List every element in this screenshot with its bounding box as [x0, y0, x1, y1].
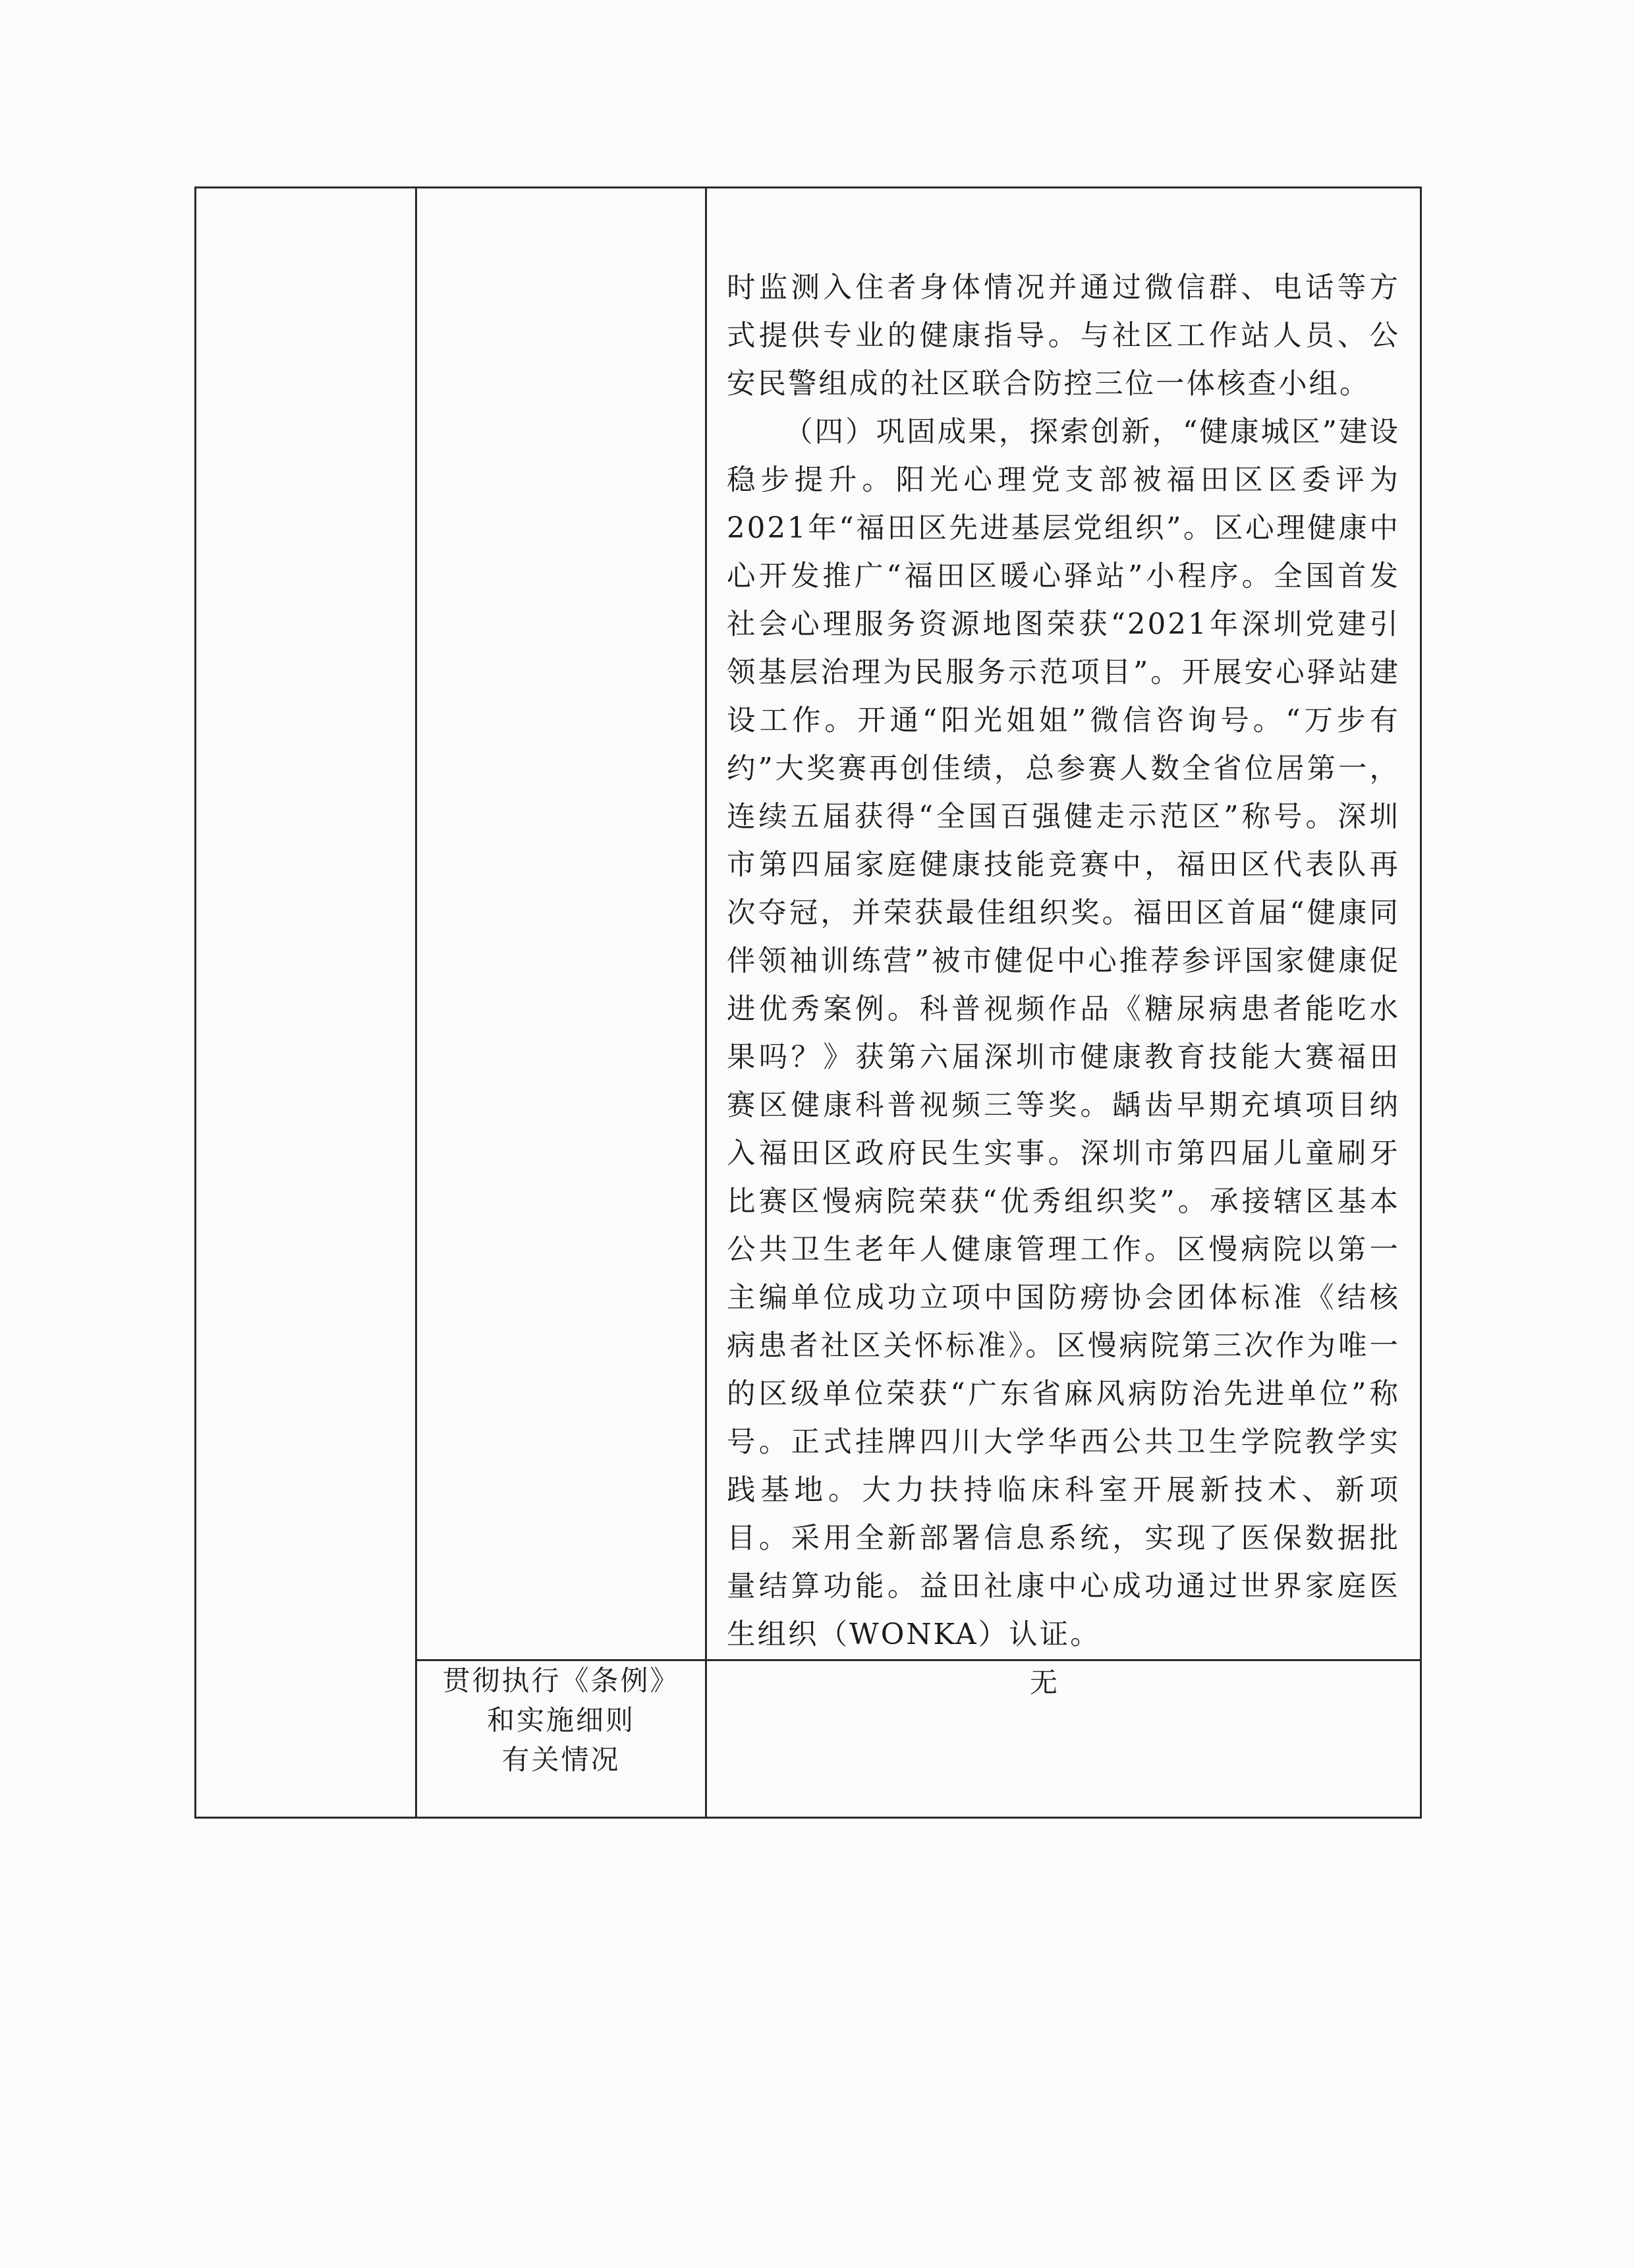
law-label-line1: 贯彻执行《条例》 — [442, 1664, 680, 1697]
law-label — [417, 1661, 705, 1780]
item-cell — [416, 188, 706, 1660]
category-cell — [196, 188, 416, 1818]
law-label-cell — [416, 1660, 706, 1818]
continuation-paragraph: 时监测入住者身体情况并通过微信群、电话等方式提供专业的健康指导。与社区工作站人员、公安民警组成的社区联合防控三位一体核查小组。 — [727, 271, 1400, 401]
section4-paragraph: （四）巩固成果，探索创新，“健康城区”建设稳步提升。阳光心理党支部被福田区区委评为2021年“福田区先进基层党组织”。区心理健康中心开发推广“福田区暖心驿站”小程序。全国首发社会心理服务资源地图荣获“2021年深圳党建引领基层治理为民服务示范项目”。开展安心驿站建设工作。开通“阳光姐姐”微信咨询号。“万步有约”大奖赛再创佳绩，总参赛人数全省位居第一，连续五届获得“全国百强健走示范区”称号。深圳市第四届家庭健康技能竞赛中，福田区代表队再次夺冠，并荣获最佳组织奖。福田区首届“健康同伴领袖训练营”被市健促中心推荐参评国家健康促进优秀案例。科普视频作品《糖尿病患者能吃水果吗？》获第六届深圳市健康教育技能大赛福田赛区健康科普视频三等奖。龋齿早期充填项目纳入福田区政府民生实事。深圳市第四届儿童刷牙比赛区慢病院荣获“优秀组织奖”。承接辖区基本公共卫生老年人健康管理工作。区慢病院以第一主编单位成功立项中国防痨协会团体标准《结核病患者社区关怀标准》。区慢病院第三次作为唯一的区级单位荣获“广东省麻风病防治先进单位”称号。正式挂牌四川大学华西公共卫生学院教学实践基地。大力扶持临床科室开展新技术、新项目。采用全新部署信息系统，实现了医保数据批量结算功能。益田社康中心成功通过世界家庭医生组织（WONKA）认证。 — [727, 416, 1400, 1651]
content-cell — [706, 188, 1421, 1660]
law-value: 无 — [1029, 1666, 1057, 1699]
law-label-line2: 和实施细则 — [486, 1704, 635, 1736]
law-label-line3: 有关情况 — [501, 1744, 621, 1776]
table-row — [196, 188, 1421, 1660]
law-value-cell — [706, 1660, 1421, 1818]
report-table — [194, 186, 1422, 1819]
content-text — [707, 188, 1420, 1659]
